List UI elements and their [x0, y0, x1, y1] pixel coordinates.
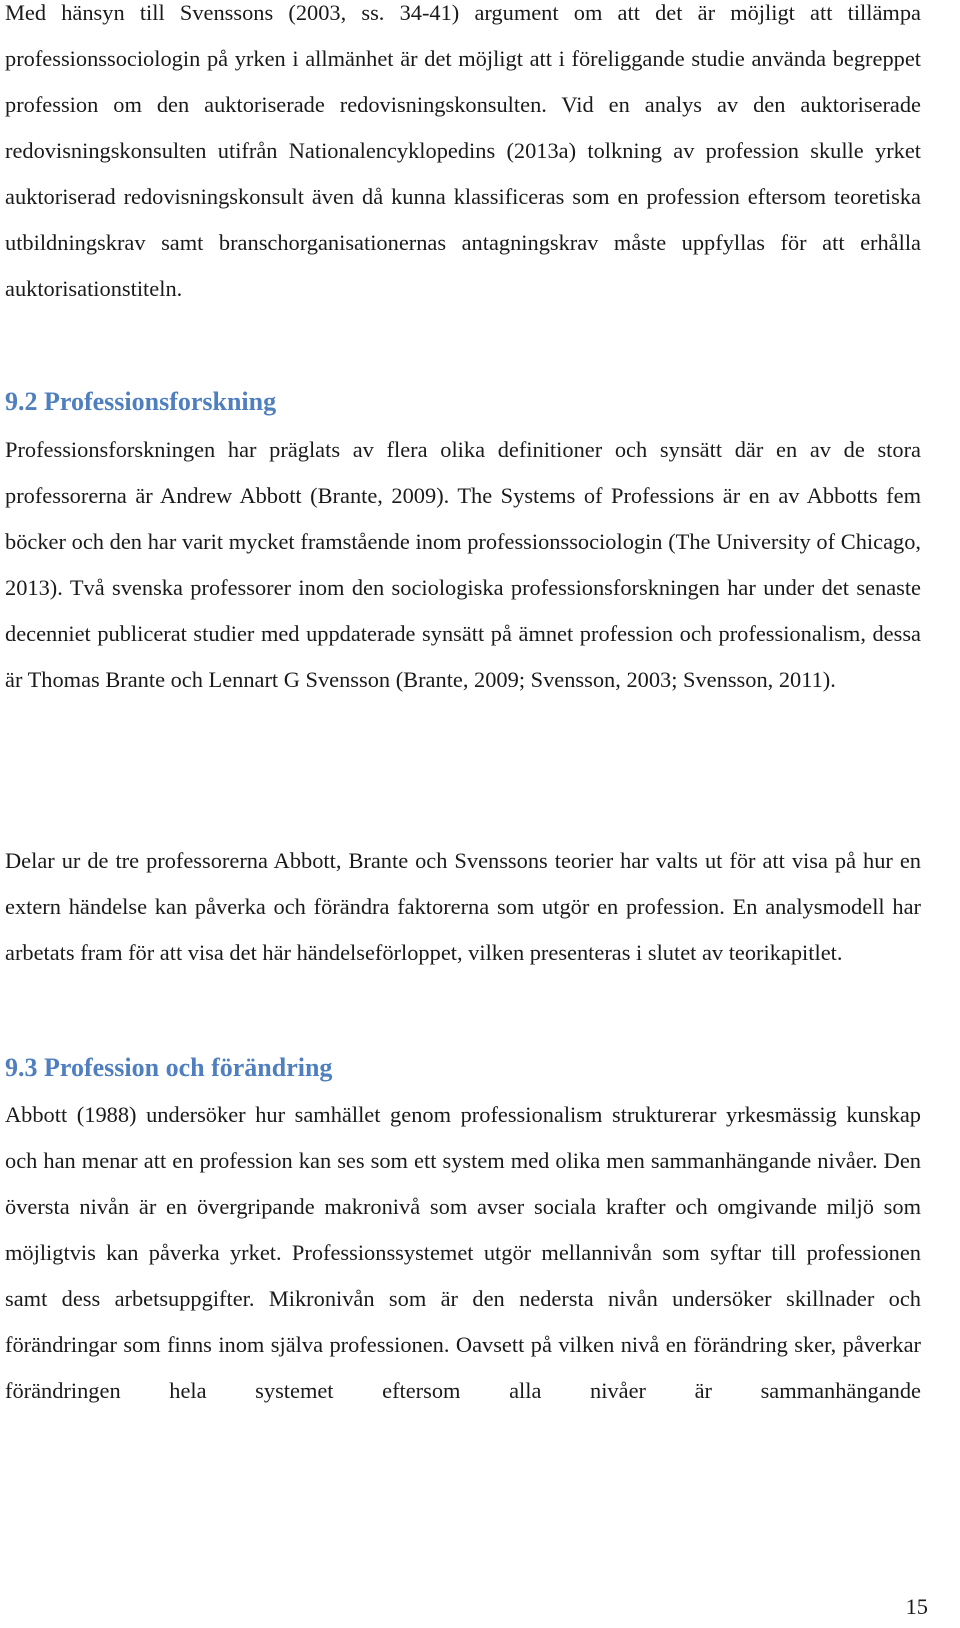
paragraph-svensson-argument: Med hänsyn till Svenssons (2003, ss. 34-41) argument om att det är möjligt att tillämpa professionssociologin på yrken i allmänhet är det möjligt att i föreliggande studie använda begreppet profession om den auktoriserade redovisningskonsulten. Vid en analys av den auktoriserade redovisningskonsulten utifrån Nationalencyklopedins (2013a) tolkning av profession skulle yrket auktoriserad redovisningskonsult även då kunna klassificeras som en profession eftersom teoretiska utbildningskrav samt branschorganisationernas antagningskrav måste uppfyllas för att erhålla auktorisationstiteln. — [5, 0, 921, 301]
section-heading-professionsforskning: 9.2 Professionsforskning — [5, 387, 277, 416]
paragraph-professionsforskning: Professionsforskningen har präglats av flera olika definitioner och synsätt där en av de stora professorerna är Andrew Abbott (Brante, 2009). The Systems of Professions är en av Abbotts fem böcker och den har varit mycket framstående inom professionssociologin (The University of Chicago, 2013). Två svenska professorer inom den sociologiska professionsforskningen har under det senaste decenniet publicerat studier med uppdaterade synsätt på ämnet profession och professionalism, dessa är Thomas Brante och Lennart G Svensson (Brante, 2009; Svensson, 2003; Svensson, 2011). — [5, 437, 921, 692]
page-number: 15 — [905, 1594, 928, 1619]
paragraph-abbott-nivaer: Abbott (1988) undersöker hur samhället genom professionalism strukturerar yrkesmässig kunskap och han menar att en profession kan ses som ett system med olika men sammanhängande nivåer. Den översta nivån är en övergripande makronivå som avser sociala krafter och omgivande miljö som möjligtvis kan påverka yrket. Professionssystemet utgör mellannivån som syftar till professionen samt dess arbetsuppgifter. Mikronivån som är den nedersta nivån undersöker skillnader och förändringar som finns inom själva professionen. Oavsett på vilken nivå en förändring sker, påverkar förändringen hela systemet eftersom alla nivåer är sammanhängande — [5, 1102, 921, 1403]
section-heading-profession-och-forandring: 9.3 Profession och förändring — [5, 1053, 333, 1082]
paragraph-analysmodell: Delar ur de tre professorerna Abbott, Brante och Svenssons teorier har valts ut för att visa på hur en extern händelse kan påverka och förändra faktorerna som utgör en profession. En analysmodell har arbetats fram för att visa det här händelseförloppet, vilken presenteras i slutet av teorikapitlet. — [5, 848, 921, 965]
